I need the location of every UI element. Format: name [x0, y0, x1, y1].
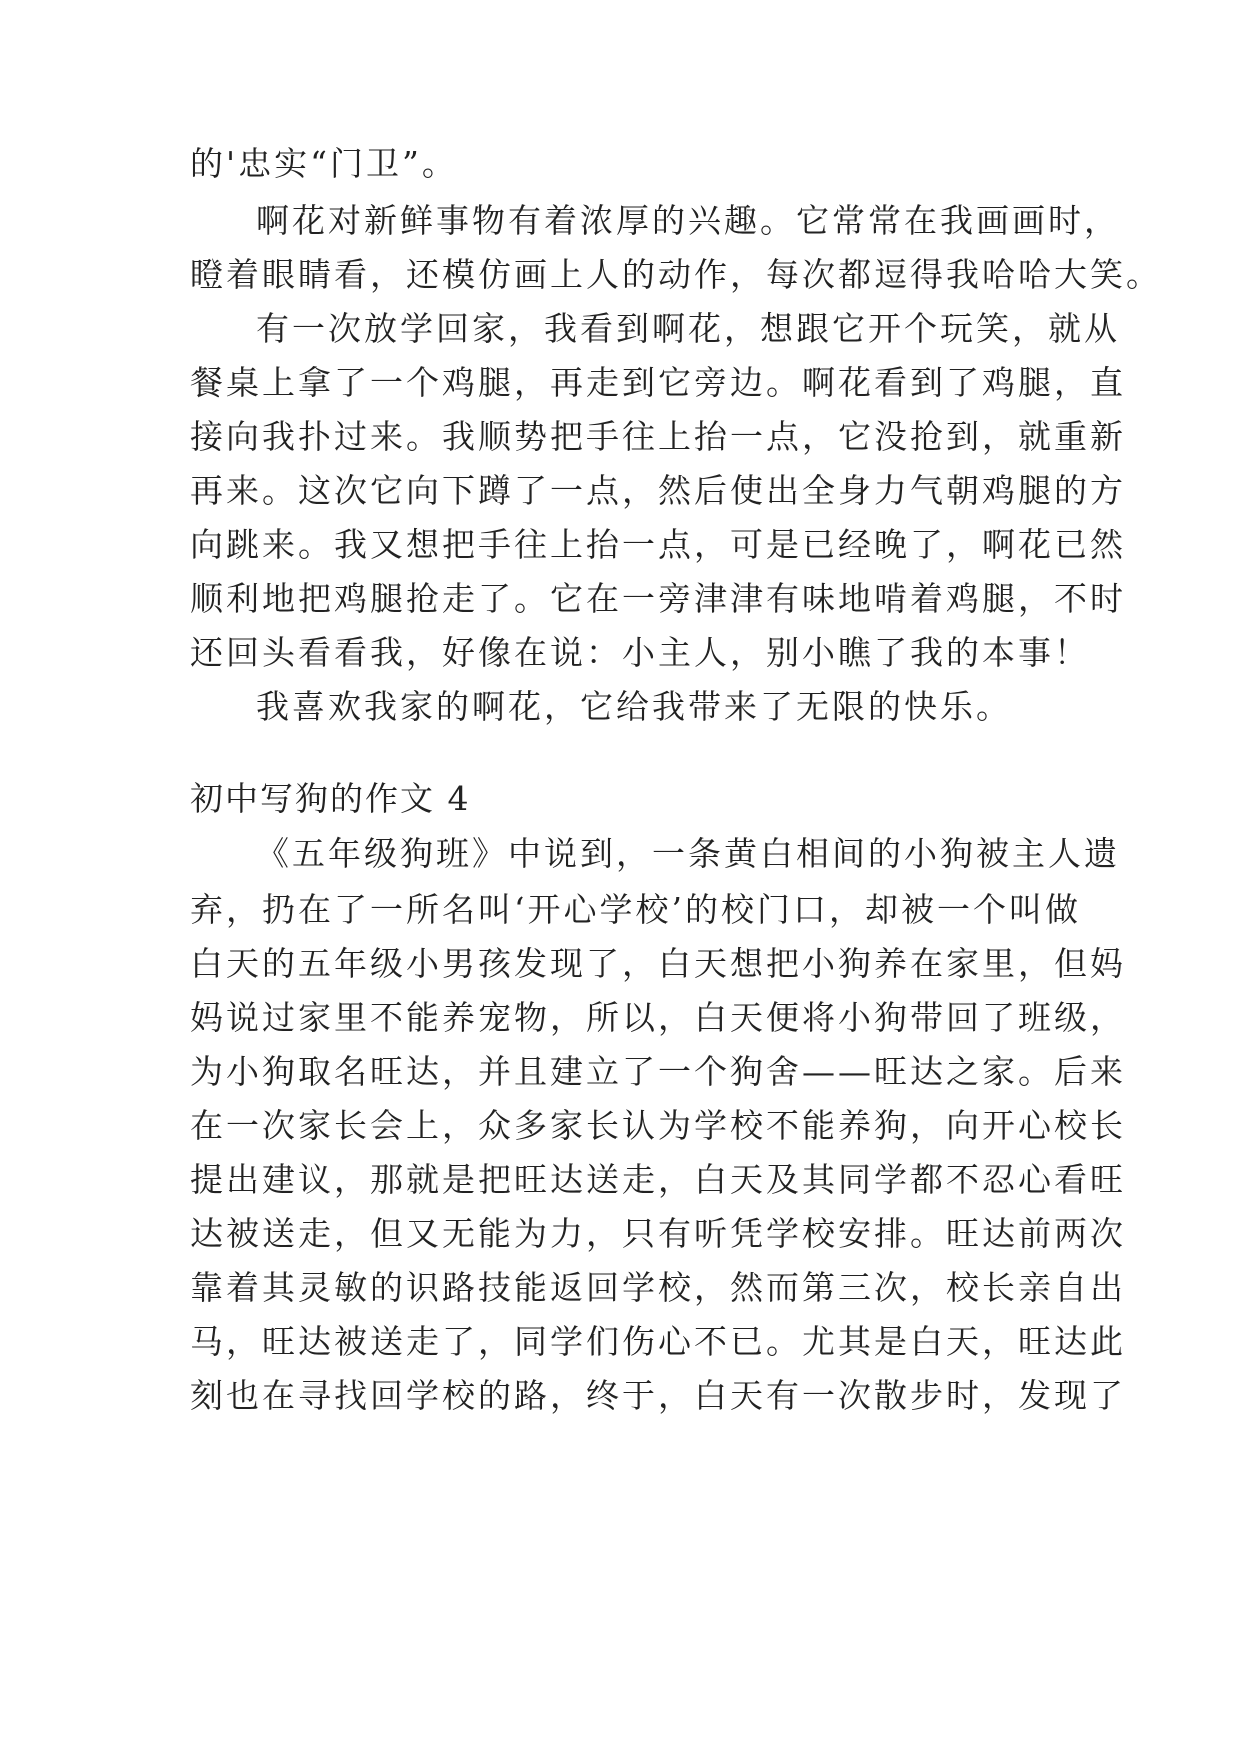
text-line: 顺利地把鸡腿抢走了。它在一旁津津有味地啃着鸡腿，不时 [190, 579, 1126, 618]
text-line: 马，旺达被送走了，同学们伤心不已。尤其是白天，旺达此 [190, 1322, 1126, 1361]
text-line: 提出建议，那就是把旺达送走，白天及其同学都不忍心看旺 [190, 1160, 1126, 1199]
section-heading: 初中写狗的作文 4 [190, 779, 471, 818]
text-line: 刻也在寻找回学校的路，终于，白天有一次散步时，发现了 [190, 1376, 1126, 1415]
text-line: 还回头看看我，好像在说：小主人，别小瞧了我的本事！ [190, 633, 1090, 672]
text-line: 再来。这次它向下蹲了一点，然后使出全身力气朝鸡腿的方 [190, 471, 1126, 510]
text-line: 靠着其灵敏的识路技能返回学校，然而第三次，校长亲自出 [190, 1268, 1126, 1307]
text-line: 接向我扑过来。我顺势把手往上抬一点，它没抢到，就重新 [190, 417, 1126, 456]
text-line: 的'忠实“门卫”。 [190, 144, 458, 183]
text-line: 向跳来。我又想把手往上抬一点，可是已经晚了，啊花已然 [190, 525, 1126, 564]
text-line: 瞪着眼睛看，还模仿画上人的动作，每次都逗得我哈哈大笑。 [190, 255, 1162, 294]
text-line: 在一次家长会上，众多家长认为学校不能养狗，向开心校长 [190, 1106, 1126, 1145]
paragraph-start-line: 我喜欢我家的啊花，它给我带来了无限的快乐。 [256, 687, 1012, 726]
paragraph-start-line: 啊花对新鲜事物有着浓厚的兴趣。它常常在我画画时， [256, 201, 1120, 240]
paragraph-start-line: 《五年级狗班》中说到，一条黄白相间的小狗被主人遗 [256, 834, 1120, 873]
text-line: 白天的五年级小男孩发现了，白天想把小狗养在家里，但妈 [190, 944, 1126, 983]
text-line: 餐桌上拿了一个鸡腿，再走到它旁边。啊花看到了鸡腿，直 [190, 363, 1126, 402]
text-line: 妈说过家里不能养宠物，所以，白天便将小狗带回了班级， [190, 998, 1126, 1037]
text-line: 弃，扔在了一所名叫‘开心学校’的校门口，却被一个叫做 [190, 890, 1081, 929]
paragraph-start-line: 有一次放学回家，我看到啊花，想跟它开个玩笑，就从 [256, 309, 1120, 348]
text-line: 达被送走，但又无能为力，只有听凭学校安排。旺达前两次 [190, 1214, 1126, 1253]
text-line: 为小狗取名旺达，并且建立了一个狗舍——旺达之家。后来 [190, 1052, 1126, 1091]
